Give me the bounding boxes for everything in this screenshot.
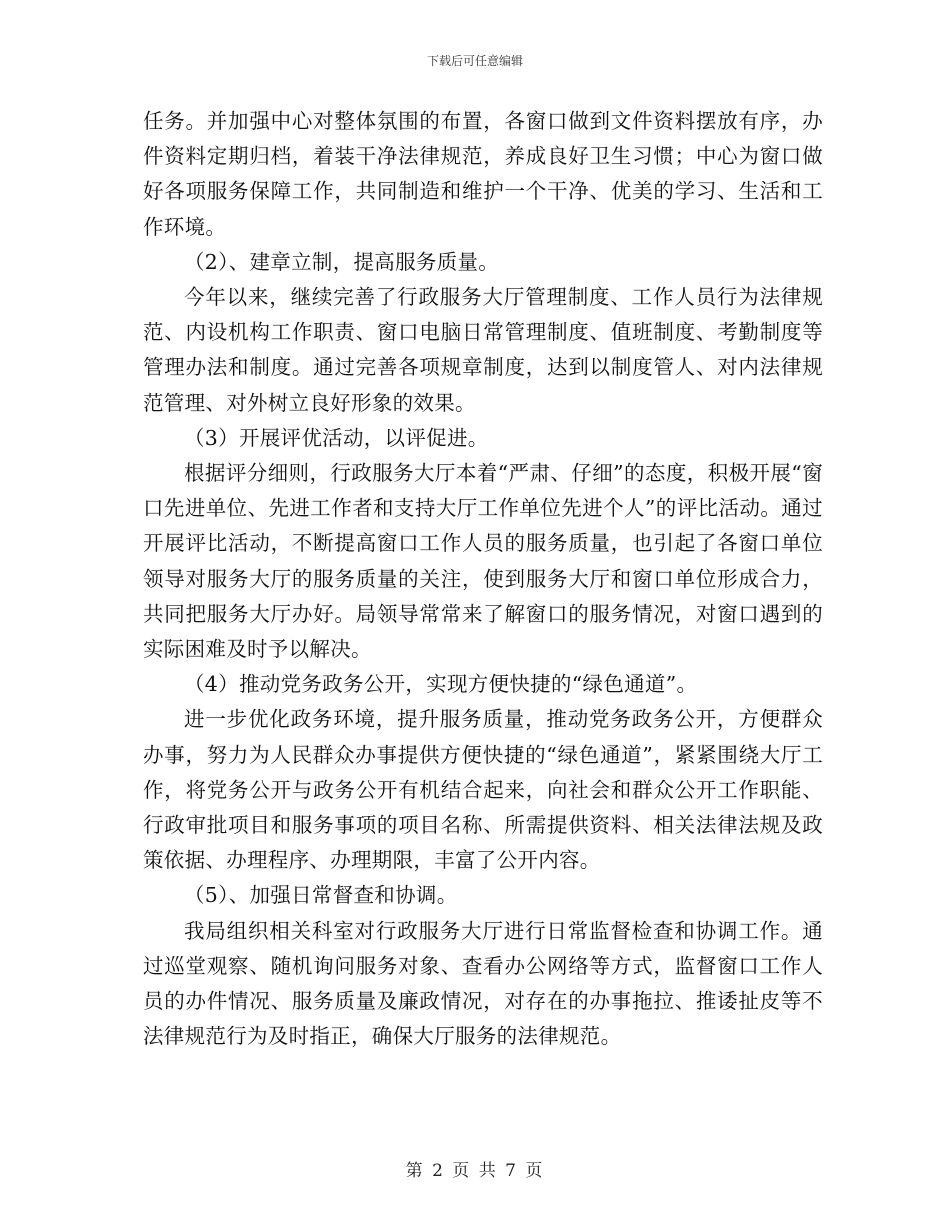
document-body	[143, 104, 823, 1054]
page-number-footer: 第 2 页 共 7 页	[405, 1161, 545, 1181]
paragraph-supervision: 我局组织相关科室对行政服务大厅进行日常监督检查和协调工作。通过巡堂观察、随机询问服务对象、查看办公网络等方式，监督窗口工作人员的办件情况、服务质量及廉政情况，对存在的办事拖拉、推诿扯皮等不法律规范行为及时指正，确保大厅服务的法律规范。	[143, 918, 823, 1049]
page-header-note: 下载后可任意编辑	[426, 54, 523, 68]
section-heading-3: （3）开展评优活动，以评促进。	[184, 425, 489, 450]
paragraph-rules: 今年以来，继续完善了行政服务大厅管理制度、工作人员行为法律规范、内设机构工作职责、窗口电脑日常管理制度、值班制度、考勤制度等管理办法和制度。通过完善各项规章制度，达到以制度管人、对内法律规范管理、对外树立良好形象的效果。	[143, 285, 823, 415]
paragraph-continuation: 任务。并加强中心对整体氛围的布置，各窗口做到文件资料摆放有序，办件资料定期归档，着装干净法律规范，养成良好卫生习惯；中心为窗口做好各项服务保障工作，共同制造和维护一个干净、优美的学习、生活和工作环境。	[143, 109, 823, 239]
section-heading-2: （2）、建章立制，提高服务质量。	[184, 249, 500, 274]
paragraph-openness: 进一步优化政务环境，提升服务质量，推动党务政务公开，方便群众办事，努力为人民群众办事提供方便快捷的“绿色通道”，紧紧围绕大厅工作，将党务公开与政务公开有机结合起来，向社会和群众公开工作职能、行政审批项目和服务事项的项目名称、所需提供资料、相关法律法规及政策依据、办理程序、办理期限，丰富了公开内容。	[143, 707, 823, 873]
section-heading-5: （5）、加强日常督查和协调。	[184, 883, 458, 908]
paragraph-evaluation: 根据评分细则，行政服务大厅本着“严肃、仔细”的态度，积极开展“窗口先进单位、先进工作者和支持大厅工作单位先进个人”的评比活动。通过开展评比活动，不断提高窗口工作人员的服务质量，也引起了各窗口单位领导对服务大厅的服务质量的关注，使到服务大厅和窗口单位形成合力，共同把服务大厅办好。局领导常常来了解窗口的服务情况，对窗口遇到的实际困难及时予以解决。	[143, 461, 823, 662]
section-heading-4: （4）推动党务政务公开，实现方便快捷的“绿色通道”。	[184, 672, 698, 697]
